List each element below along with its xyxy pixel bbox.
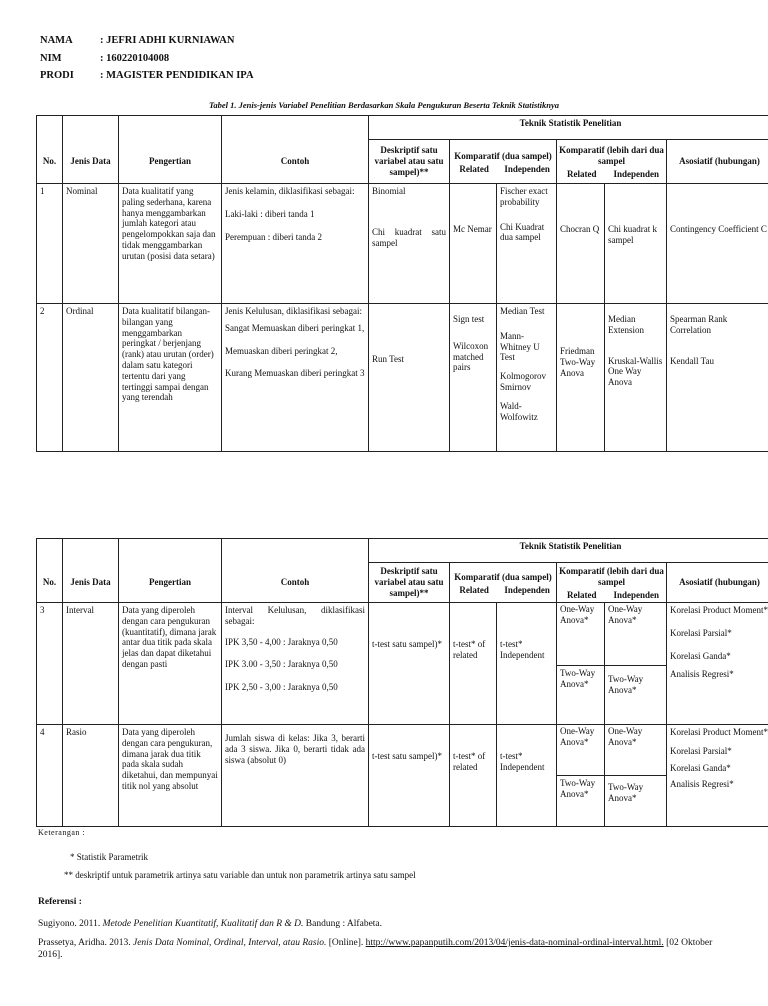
teknik-header: Teknik Statistik Penelitian — [369, 116, 768, 140]
related-label: Related — [567, 168, 597, 179]
table-row — [37, 304, 768, 452]
ref1-publisher: Bandung : Alfabeta. — [303, 919, 383, 929]
contoh-line: IPK 3,50 - 4,00 : Jaraknya 0,50 — [225, 636, 338, 647]
row-no: 3 — [37, 603, 63, 725]
komparatif-lebih-header — [557, 563, 667, 603]
deskriptif-item: Chi kuadrat satu sampel — [372, 226, 446, 248]
pengertian-header: Pengertian — [119, 140, 222, 184]
table-caption: Tabel 1. Jenis-jenis Variabel Penelitian Berdasarkan Skala Pengukuran Beserta Teknik Statistiknya — [208, 100, 560, 110]
row-kn-indep — [605, 304, 667, 452]
row-contoh — [222, 603, 369, 725]
table-1 — [36, 115, 768, 452]
related-label: Related — [567, 589, 597, 600]
referensi-title: Referensi : — [38, 897, 82, 907]
komparatif-dua-label: Komparatif (dua sampel) — [454, 150, 552, 161]
asosiatif-header: Asosiatif (hubungan) — [667, 140, 768, 184]
ref2-online: [Online]. — [326, 938, 366, 948]
row-no: 2 — [37, 304, 63, 452]
kn-indep-item: One-Way Anova* — [605, 725, 666, 776]
k2-related-item: Wilcoxon matched pairs — [453, 340, 489, 373]
k2-indep-item: Wald-Wolfowitz — [500, 400, 538, 422]
nim-value: : 160220104008 — [100, 53, 170, 64]
row-jenis: Rasio — [63, 725, 119, 827]
row-no: 4 — [37, 725, 63, 827]
row-deskriptif: t-test satu sampel)* — [369, 603, 450, 725]
row-pengertian: Data yang diperoleh dengan cara pengukuran (kuantitatif), dimana jarak antar dua titik pada skala jelas dan dapat diketahui dengan pasti — [119, 603, 222, 725]
row-no: 1 — [37, 184, 63, 304]
nama-label: NAMA — [40, 35, 73, 46]
row-deskriptif — [369, 184, 450, 304]
row-k2-indep — [497, 304, 557, 452]
table-row — [37, 184, 768, 304]
asosiatif-item: Analisis Regresi* — [670, 779, 734, 790]
contoh-line: Interval Kelulusan, diklasifikasi sebagai: — [225, 605, 365, 626]
row-asosiatif — [667, 725, 768, 827]
table-row — [37, 603, 768, 725]
contoh-line: Sangat Memuaskan diberi peringkat 1, — [225, 322, 365, 333]
contoh-line: IPK 2,50 - 3,00 : Jaraknya 0,50 — [225, 682, 338, 693]
row-asosiatif — [667, 304, 768, 452]
prodi-label: PRODI — [40, 70, 74, 81]
komparatif-lebih-header — [557, 140, 667, 184]
ref2-date: [02 Oktober 2016]. — [38, 938, 713, 961]
k2-indep-item: Median Test — [500, 306, 545, 316]
row-k2-related: Mc Nemar — [450, 184, 497, 304]
komparatif-dua-header — [450, 563, 557, 603]
independen-label: Independen — [504, 163, 550, 174]
related-label: Related — [459, 163, 489, 174]
keterangan-note-1: * Statistik Parametrik — [70, 852, 148, 862]
kn-indep-item: Two-Way Anova* — [608, 674, 644, 695]
row-kn-indep: Chi kuadrat k sampel — [605, 184, 667, 304]
row-jenis: Nominal — [63, 184, 119, 304]
asosiatif-item: Korelasi Ganda* — [670, 762, 731, 773]
kn-indep-item: Median Extension — [608, 314, 644, 335]
deskriptif-header: Deskriptif satu variabel atau satu sampel)** — [369, 140, 450, 184]
deskriptif-item: Binomial — [372, 186, 406, 196]
independen-label: Independen — [613, 589, 660, 600]
independen-label: Independen — [504, 584, 550, 595]
kn-related-item: One-Way Anova* — [557, 603, 604, 666]
asosiatif-header: Asosiatif (hubungan) — [667, 563, 768, 603]
contoh-line: Kurang Memuaskan diberi peringkat 3 — [225, 368, 365, 379]
row-pengertian: Data kualitatif bilangan-bilangan yang menggambarkan peringkat / berjenjang (rank) atau urutan (order) dalam satu kategori tertentu dari yang tertinggi sampai dengan yang terendah — [119, 304, 222, 452]
pengertian-header: Pengertian — [119, 563, 222, 603]
row-contoh: Jumlah siswa di kelas: Jika 3, berarti ada 3 siswa. Jika 0, berarti tidak ada siswa (absolut 0) — [222, 725, 369, 827]
row-k2-related: t-test* of related — [450, 603, 497, 725]
row-jenis: Ordinal — [63, 304, 119, 452]
row-contoh — [222, 184, 369, 304]
row-k2-related: t-test* of related — [450, 725, 497, 827]
k2-related-item: Sign test — [453, 314, 485, 324]
komparatif-lebih-label: Komparatif (lebih dari dua sampel — [559, 145, 664, 167]
row-kn-indep — [605, 725, 667, 827]
row-asosiatif: Contingency Coefficient C — [667, 184, 768, 304]
contoh-line: Jenis kelamin, diklasifikasi sebagai: — [225, 186, 355, 196]
no-header: No. — [37, 563, 63, 603]
k2-indep-item: Fischer exact probability — [500, 186, 548, 207]
row-deskriptif: t-test satu sampel)* — [369, 725, 450, 827]
kn-indep-item: Kruskal-Wallis One Way Anova — [608, 355, 663, 388]
asosiatif-item: Kendall Tau — [670, 355, 714, 366]
asosiatif-item: Analisis Regresi* — [670, 669, 734, 680]
ref2-author: Prassetya, Aridha. 2013. — [38, 938, 133, 948]
contoh-header: Contoh — [222, 140, 369, 184]
contoh-line: Memuaskan diberi peringkat 2, — [225, 345, 338, 356]
row-kn-related: Friedman Two-Way Anova — [557, 304, 605, 452]
ref2-title: Jenis Data Nominal, Ordinal, Interval, atau Rasio. — [133, 938, 327, 948]
kn-related-item: Two-Way Anova* — [560, 668, 596, 689]
no-header: No. — [37, 140, 63, 184]
contoh-line: Laki-laki : diberi tanda 1 — [225, 208, 315, 219]
reference-1 — [38, 919, 738, 929]
ref1-title: Metode Penelitian Kuantitatif, Kualitatif dan R & D. — [102, 919, 304, 929]
asosiatif-item: Korelasi Product Moment* — [670, 605, 768, 615]
row-k2-indep: t-test* Independent — [497, 603, 557, 725]
k2-indep-item: Chi Kuadrat dua sampel — [500, 221, 545, 243]
deskriptif-header: Deskriptif satu variabel atau satu sampel)** — [369, 563, 450, 603]
kn-related-item: Two-Way Anova* — [560, 778, 596, 799]
contoh-header: Contoh — [222, 563, 369, 603]
asosiatif-item: Spearman Rank Correlation — [670, 314, 728, 335]
row-deskriptif: Run Test — [369, 304, 450, 452]
jenis-header: Jenis Data — [63, 563, 119, 603]
komparatif-lebih-label: Komparatif (lebih dari dua sampel — [559, 566, 664, 588]
row-k2-indep: t-test* Independent — [497, 725, 557, 827]
komparatif-dua-label: Komparatif (dua sampel) — [454, 571, 552, 582]
asosiatif-item: Korelasi Ganda* — [670, 650, 731, 661]
row-contoh — [222, 304, 369, 452]
asosiatif-item: Korelasi Product Moment* — [670, 727, 768, 737]
komparatif-dua-header — [450, 140, 557, 184]
keterangan-note-2: ** deskriptif untuk parametrik artinya satu variable dan untuk non parametrik artinya satu sampel — [64, 870, 416, 880]
independen-label: Independen — [613, 168, 660, 179]
row-k2-related — [450, 304, 497, 452]
teknik-header: Teknik Statistik Penelitian — [369, 539, 768, 563]
kn-related-item: One-Way Anova* — [557, 725, 604, 776]
table-2 — [36, 538, 768, 827]
row-kn-related: Chocran Q — [557, 184, 605, 304]
ref2-link[interactable]: http://www.papanputih.com/2013/04/jenis-data-nominal-ordinal-interval.html. — [365, 938, 664, 948]
asosiatif-item: Korelasi Parsial* — [670, 745, 732, 756]
jenis-header: Jenis Data — [63, 140, 119, 184]
row-kn-indep — [605, 603, 667, 725]
asosiatif-item: Korelasi Parsial* — [670, 627, 732, 638]
row-jenis: Interval — [63, 603, 119, 725]
related-label: Related — [459, 584, 489, 595]
table-row — [37, 725, 768, 827]
row-pengertian: Data yang diperoleh dengan cara pengukuran, dimana jarak dua titik pada skala sudah diketahui, dan mempunyai titik nol yang absolut — [119, 725, 222, 827]
kn-indep-item: One-Way Anova* — [605, 603, 666, 666]
contoh-line: Perempuan : diberi tanda 2 — [225, 231, 322, 242]
row-asosiatif — [667, 603, 768, 725]
contoh-line: IPK 3.00 - 3,50 : Jaraknya 0,50 — [225, 659, 338, 670]
keterangan-title: Keterangan : — [38, 828, 86, 837]
row-k2-indep — [497, 184, 557, 304]
nim-label: NIM — [40, 53, 62, 64]
row-kn-related — [557, 603, 605, 725]
k2-indep-item: Kolmogorov Smirnov — [500, 371, 546, 392]
contoh-line: Jenis Kelulusan, diklasifikasi sebagai: — [225, 306, 362, 316]
row-kn-related — [557, 725, 605, 827]
kn-indep-item: Two-Way Anova* — [608, 782, 644, 803]
k2-indep-item: Mann-Whitney U Test — [500, 330, 540, 363]
prodi-value: : MAGISTER PENDIDIKAN IPA — [100, 70, 254, 81]
ref1-author: Sugiyono. 2011. — [38, 919, 103, 929]
nama-value: : JEFRI ADHI KURNIAWAN — [100, 35, 235, 46]
row-pengertian: Data kualitatif yang paling sederhana, karena hanya menggambarkan jumlah kategori atau pengelompokkan saja dan tidak menggambarkan urutan (posisi data setara) — [119, 184, 222, 304]
reference-2 — [38, 937, 738, 962]
